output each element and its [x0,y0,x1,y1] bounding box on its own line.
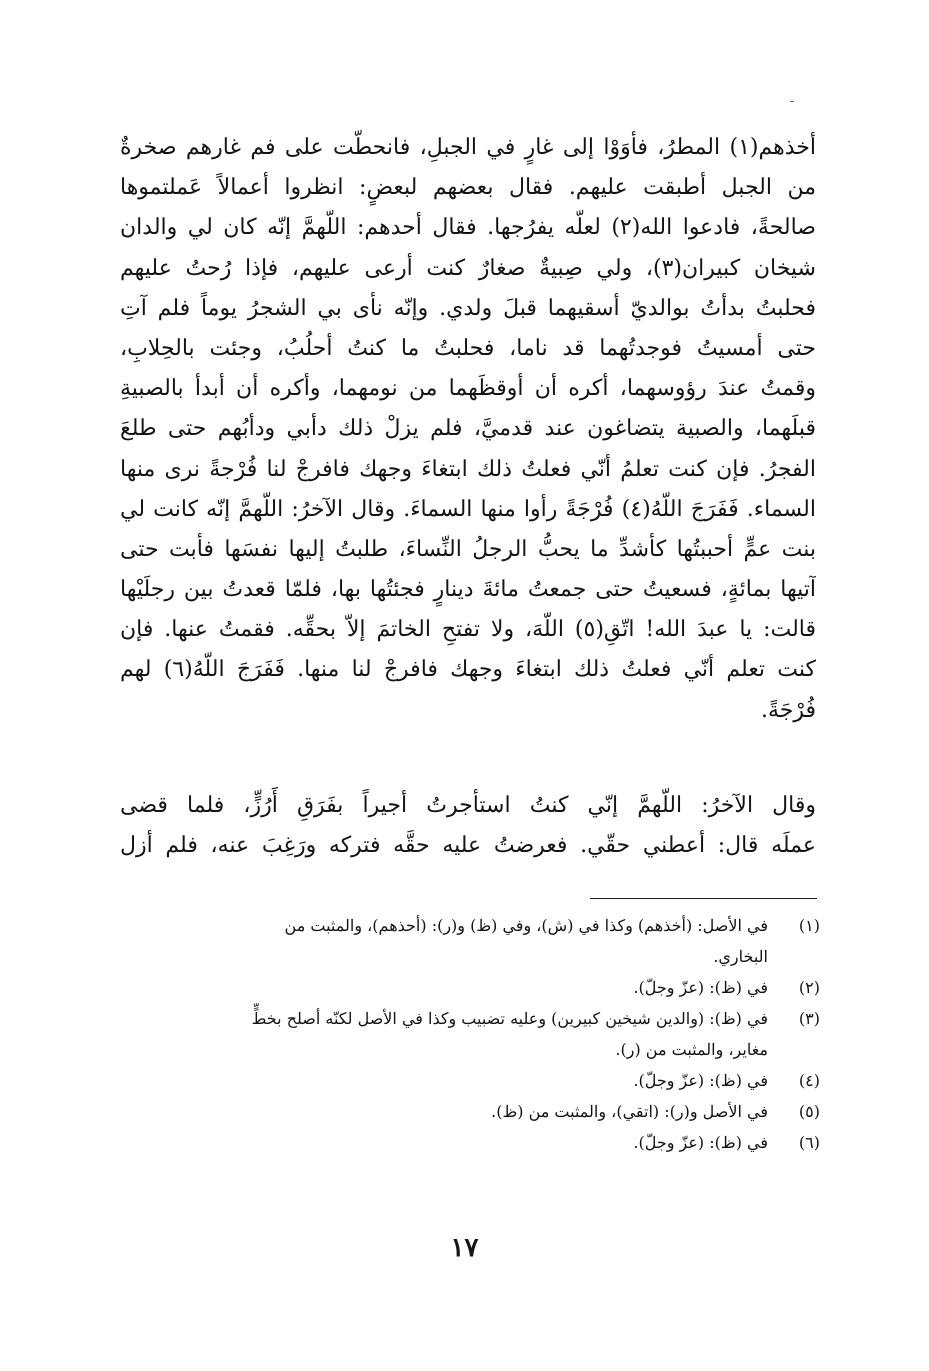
footnote-line: مغاير، والمثبت من (ر). [615,1040,768,1059]
body-line: السماء. فَفَرَجَ اللّهُ(٤) فُرْجَةً رأوا منها السماءَ. وقال الآخرُ: اللّهمَّ إنّه كانت لي [120,496,816,522]
body-line: فُرْجَةً. [760,697,816,723]
page-number: ١٧ [450,1233,479,1263]
body-line: من الجبل أطبقت عليهم. فقال بعضهم لبعضٍ: انظروا أعمالاً عَملتموها [120,175,816,201]
footnote-number: (٥) [798,1102,820,1121]
body-line: قالت: يا عبدَ الله! اتّقِ(٥) اللّهَ، ولا تفتحِ الخاتمَ إلاّ بحقِّه. فقمتُ عنها. فإن [120,617,816,643]
body-paragraph-1 [120,128,816,731]
body-line: آتيها بمائةٍ، فسعيتُ حتى جمعتُ مائةَ دينارٍ فجئتُها بها، فلمّا قعدتُ بين رجلَيْها [120,577,816,603]
footnote [110,1096,820,1127]
body-line: حتى أمسيتُ فوجدتُهما قد ناما، فحلبتُ ما كنتُ أحلُبُ، وجئت بالحِلابِ، [120,335,816,361]
footnote [110,1065,820,1096]
footnote-line: في (ظ): (عزّ وجلّ). [633,1071,768,1090]
footnote [110,972,820,1003]
body-line: وقال الآخرُ: اللّهمَّ إنّي كنتُ استأجرتُ أجيراً بفَرَقِ أَرُزٍّ، فلما قضى [120,793,816,818]
footnote [110,910,820,972]
footnote-line: في الأصل: (أخذهم) وكذا في (ش)، وفي (ظ) و(ر): (أحذهم)، والمثبت من [284,916,768,935]
footnotes [110,910,820,1158]
footnote-number: (٣) [798,1009,820,1028]
footnote-number: (١) [798,916,820,935]
footnote-separator [590,898,817,899]
body-line: كنت تعلم أنّي فعلتُ ذلك ابتغاءَ وجهك فافرجْ لنا منها. فَفَرَجَ اللّهُ(٦) لهم [120,657,816,683]
body-line: شيخان كبيران(٣)، ولي صِبيةٌ صغارٌ كنت أرعى عليهم، فإذا رُحتُ عليهم [120,255,816,281]
scan-speck [790,101,794,102]
footnote-number: (٤) [798,1071,820,1090]
footnote-line: في الأصل و(ر): (اتقي)، والمثبت من (ظ). [491,1102,768,1121]
footnote-line: في (ظ): (والدين شيخين كبيرين) وعليه تضبيب وكذا في الأصل لكنّه أصلح بخطٍّ [251,1009,768,1028]
footnote [110,1003,820,1065]
footnote-number: (٢) [798,978,820,997]
footnote [110,1127,820,1158]
footnote-line: في (ظ): (عزّ وجلّ). [633,1133,768,1152]
footnote-line: البخاري. [713,947,768,966]
footnote-line: في (ظ): (عزّ وجلّ). [633,978,768,997]
body-line: قبلَهما، والصبية يتضاغون عند قدميَّ، فلم يزلْ ذلك دأبي ودأبُهم حتى طلعَ [120,416,816,442]
body-line: أخذهم(١) المطرُ، فأوَوْا إلى غارٍ في الجبلِ، فانحطّت على فم غارهم صخرةٌ [120,135,816,160]
body-line: الفجرُ. فإن كنت تعلمُ أنّي فعلتُ ذلك ابتغاءَ وجهك فافرجْ لنا فُرْجةً نرى منها [120,456,816,482]
footnote-number: (٦) [798,1133,820,1152]
body-line: وقمتُ عندَ رؤوسهما، أكره أن أوقظَهما من نومهما، وأكره أن أبدأ بالصبيةِ [120,376,816,402]
body-line: بنت عمٍّ أحببتُها كأشدِّ ما يحبُّ الرجلُ النِّساءَ، طلبتُ إليها نفسَها فأبت حتى [120,536,816,562]
body-paragraph-2 [120,786,816,866]
body-line: فحلبتُ بدأتُ بوالديّ أسقيهما قبلَ ولدي. وإنّه نأى بي الشجرُ يوماً فلم آتِ [120,295,816,321]
body-line: عملَه قال: أعطني حقّي. فعرضتُ عليه حقَّه فتركه ورَغِبَ عنه، فلم أزل [120,833,816,859]
body-line: صالحةً، فادعوا الله(٢) لعلّه يفرُجها. فقال أحدهم: اللّهمَّ إنّه كان لي والدان [120,215,816,241]
